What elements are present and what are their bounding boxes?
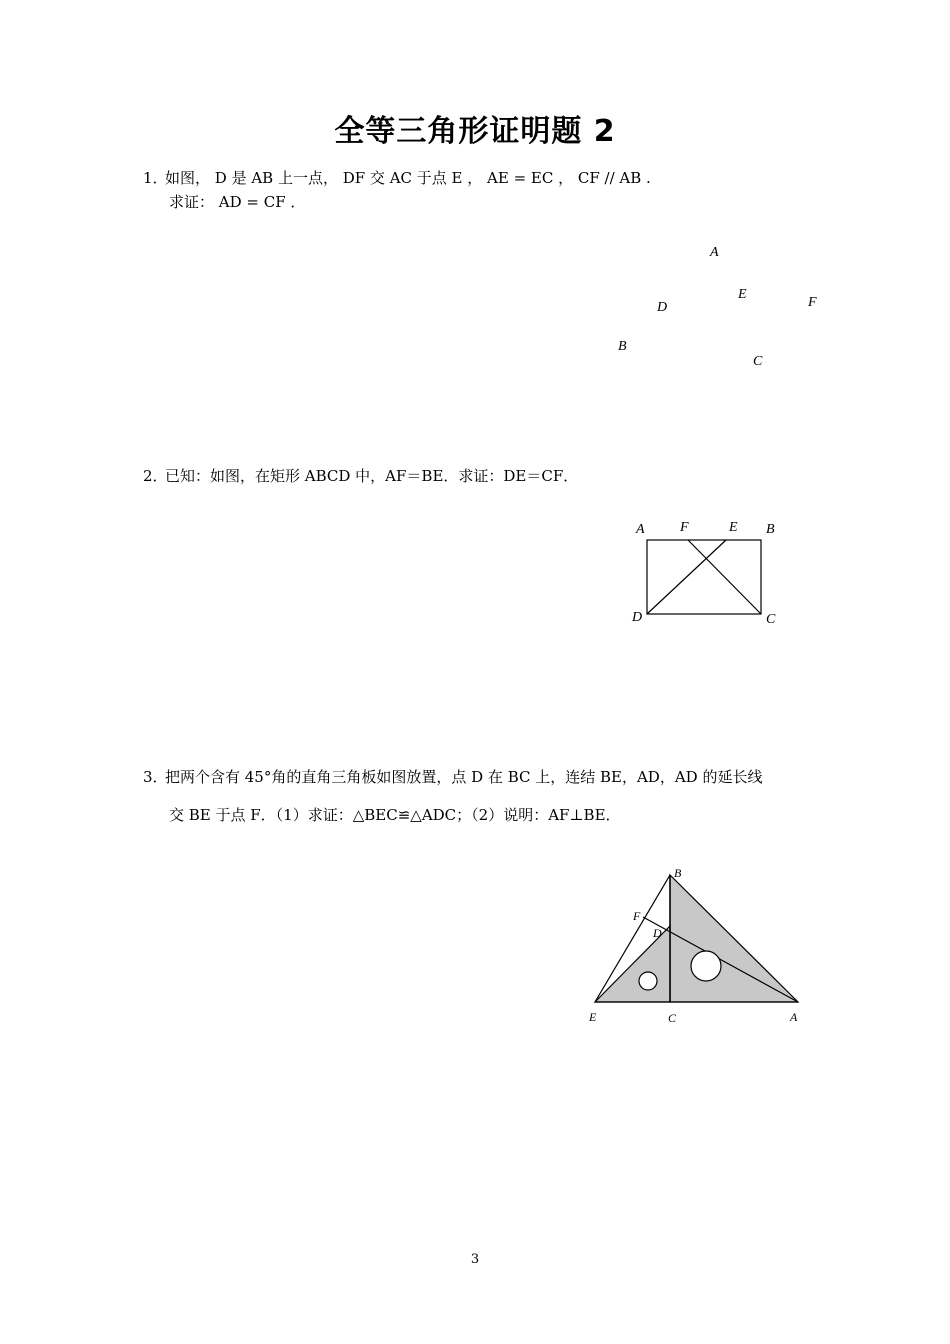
q3-label-F: F <box>633 909 641 923</box>
q3-line2: 交 BE 于点 F．（1）求证：△BEC≌△ADC；（2）说明：AF⊥BE． <box>169 806 621 824</box>
q3-hole-large <box>691 951 721 981</box>
q3-label-E: E <box>589 1010 597 1024</box>
page-number: 3 <box>470 1252 480 1267</box>
q3-statement-part1: 把两个含有 45°角的直角三角板如图放置，点 D 在 BC 上，连结 BE，AD，AD 的延长线 <box>165 768 763 786</box>
q1-statement: 如图， D 是 AB 上一点， DF 交 AC 于点 E ， AE = EC ， CF // AB . <box>165 169 651 187</box>
q2-label-F: F <box>680 520 689 535</box>
q2-label-C: C <box>766 612 776 627</box>
page-title: 全等三角形证明题 2 <box>334 114 616 149</box>
q1-label-F: F <box>808 295 817 310</box>
q1-label-E: E <box>738 287 747 302</box>
q1-label-A: A <box>710 245 719 260</box>
q2-label-B: B <box>766 522 775 537</box>
q3-label-B: B <box>674 866 682 880</box>
q2-label-A: A <box>636 522 645 537</box>
q3-hole-small <box>639 972 657 990</box>
q3-label-C: C <box>668 1011 677 1025</box>
q1-line2: 求证： AD = CF ． <box>169 193 306 211</box>
q1-label-B: B <box>618 339 627 354</box>
q1-label-C: C <box>753 354 763 369</box>
q1-label-D: D <box>657 300 668 315</box>
q3-label-A: A <box>790 1010 798 1024</box>
q3-label-D: D <box>653 926 662 940</box>
q3-number: 3． <box>143 768 168 786</box>
q2-number: 2． <box>143 467 168 485</box>
q1-number: 1． <box>143 169 168 187</box>
q2-label-E: E <box>729 520 738 535</box>
q3-triangle-BCA <box>670 875 798 1002</box>
q2-label-D: D <box>632 610 643 625</box>
q2-statement: 已知：如图，在矩形 ABCD 中，AF＝BE．求证：DE＝CF． <box>165 467 579 485</box>
